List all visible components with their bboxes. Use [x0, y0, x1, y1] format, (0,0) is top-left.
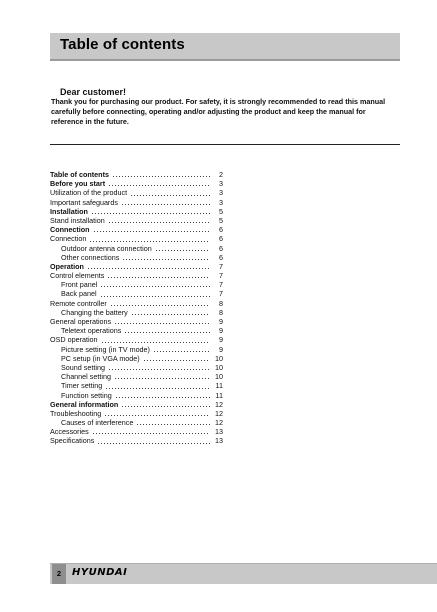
dot-leader	[100, 296, 210, 297]
title-bar	[50, 33, 400, 61]
toc-entry-page: 13	[215, 436, 223, 446]
toc-entry-page: 9	[219, 317, 223, 326]
divider	[50, 144, 400, 145]
toc-entry[interactable]	[50, 418, 223, 427]
toc-entry[interactable]	[50, 354, 223, 363]
dot-leader	[115, 397, 210, 398]
dot-leader	[89, 241, 210, 242]
toc-entry-label: PC setup (in VGA mode)	[61, 353, 140, 363]
toc-entry-page: 9	[219, 326, 223, 336]
dot-leader	[130, 195, 210, 196]
toc-entry[interactable]	[50, 345, 223, 354]
toc-entry-page: 7	[219, 289, 223, 299]
dot-leader	[155, 250, 210, 251]
dot-leader	[92, 433, 210, 434]
toc-entry-page: 13	[215, 427, 223, 437]
toc-entry[interactable]	[50, 188, 223, 197]
page-title: Table of contents	[60, 36, 185, 53]
dot-leader	[131, 314, 210, 315]
toc-entry-label: Connection	[50, 225, 90, 235]
toc-entry-label: Function setting	[61, 390, 112, 400]
toc-entry-label: Operation	[50, 261, 84, 271]
toc-entry-label: Sound setting	[61, 362, 105, 372]
page-number: 2	[52, 564, 66, 584]
toc-entry-label: Connection	[50, 234, 87, 244]
toc-entry-page: 7	[219, 271, 223, 281]
toc-entry-label: Accessories	[50, 427, 89, 437]
dot-leader	[93, 231, 210, 232]
toc-entry-page: 2	[219, 170, 223, 179]
dot-leader	[121, 406, 210, 407]
toc-entry-page: 6	[219, 243, 223, 253]
toc-entry[interactable]	[50, 262, 223, 271]
toc-entry-page: 6	[219, 234, 223, 244]
dot-leader	[143, 360, 210, 361]
toc-entry-label: Specifications	[50, 436, 95, 446]
toc-entry-page: 3	[219, 188, 223, 198]
toc-entry[interactable]	[50, 381, 223, 390]
dot-leader	[108, 369, 210, 370]
toc-entry[interactable]	[50, 198, 223, 207]
toc-entry-page: 9	[219, 344, 223, 354]
toc-entry-page: 5	[219, 215, 223, 225]
toc-entry[interactable]	[50, 363, 223, 372]
toc-entry-label: Control elements	[50, 271, 105, 281]
toc-entry[interactable]	[50, 289, 223, 298]
dot-leader	[136, 424, 210, 425]
toc-entry-page: 8	[219, 307, 223, 317]
toc-entry-label: Important safeguards	[50, 197, 118, 207]
toc-entry-label: Back panel	[61, 289, 97, 299]
toc-entry[interactable]	[50, 335, 223, 344]
dot-leader	[91, 213, 210, 214]
toc-entry[interactable]	[50, 372, 223, 381]
toc-entry-page: 9	[219, 335, 223, 345]
toc-entry[interactable]	[50, 436, 223, 445]
toc-entry[interactable]	[50, 427, 223, 436]
toc-entry-page: 5	[219, 206, 223, 216]
toc-entry[interactable]	[50, 234, 223, 243]
toc-entry[interactable]	[50, 207, 223, 216]
dot-leader	[153, 351, 210, 352]
toc-entry-label: Channel setting	[61, 372, 111, 382]
toc-entry-page: 11	[215, 390, 223, 400]
dot-leader	[108, 222, 210, 223]
toc-entry-label: Utilization of the product	[50, 188, 128, 198]
toc-entry-page: 10	[215, 372, 223, 382]
toc-entry-label: Before you start	[50, 179, 106, 189]
toc-entry[interactable]	[50, 326, 223, 335]
toc-entry[interactable]	[50, 244, 223, 253]
toc-entry[interactable]	[50, 317, 223, 326]
brand-logo: HYUNDAI	[72, 567, 128, 578]
footer-bar	[50, 563, 437, 584]
toc-entry-label: Timer setting	[61, 381, 103, 391]
toc-entry-label: General operations	[50, 317, 112, 326]
toc-entry-page: 6	[219, 252, 223, 262]
toc-entry-label: Remote controller	[50, 298, 107, 308]
toc-entry-label: Other connections	[61, 252, 120, 262]
toc-entry-label: Table of contents	[50, 170, 109, 179]
table-of-contents	[50, 170, 223, 446]
toc-entry-page: 10	[215, 353, 223, 363]
toc-entry[interactable]	[50, 299, 223, 308]
toc-entry[interactable]	[50, 216, 223, 225]
toc-entry[interactable]	[50, 308, 223, 317]
dot-leader	[110, 305, 210, 306]
dot-leader	[108, 185, 210, 186]
toc-entry-page: 11	[215, 381, 223, 391]
dot-leader	[114, 323, 210, 324]
dot-leader	[122, 259, 210, 260]
toc-entry-label: Front panel	[61, 280, 98, 290]
dot-leader	[104, 415, 210, 416]
greeting: Dear customer!	[60, 87, 127, 97]
toc-entry-label: Troubleshooting	[50, 408, 102, 418]
toc-entry[interactable]	[50, 253, 223, 262]
toc-entry[interactable]	[50, 391, 223, 400]
toc-entry[interactable]	[50, 225, 223, 234]
toc-entry-page: 7	[219, 280, 223, 290]
intro-paragraph: Thank you for purchasing our product. For safety, it is strongly recommended to read this manual carefully before connecting, operating and/or adjusting the product and keep the manual for reference in the future.	[51, 97, 386, 126]
toc-entry-label: Outdoor antenna connection	[61, 243, 152, 253]
toc-entry-label: Picture setting (in TV mode)	[61, 344, 150, 354]
toc-entry-page: 6	[219, 225, 223, 235]
toc-entry-page: 7	[219, 261, 223, 271]
dot-leader	[87, 268, 210, 269]
toc-entry-label: OSD operation	[50, 335, 98, 345]
toc-entry-label: General information	[50, 399, 119, 409]
dot-leader	[105, 388, 210, 389]
toc-entry-page: 12	[215, 408, 223, 418]
dot-leader	[100, 286, 210, 287]
dot-leader	[107, 277, 210, 278]
toc-entry[interactable]	[50, 400, 223, 409]
toc-entry-page: 3	[219, 179, 223, 189]
dot-leader	[101, 342, 210, 343]
toc-entry-label: Causes of interference	[61, 418, 134, 428]
toc-entry[interactable]	[50, 179, 223, 188]
toc-entry-page: 12	[215, 418, 223, 428]
dot-leader	[124, 332, 210, 333]
dot-leader	[121, 204, 210, 205]
toc-entry-page: 10	[215, 362, 223, 372]
dot-leader	[112, 176, 210, 177]
toc-entry[interactable]	[50, 409, 223, 418]
toc-entry-label: Installation	[50, 206, 88, 216]
toc-entry-page: 8	[219, 298, 223, 308]
toc-entry-label: Teletext operations	[61, 326, 122, 336]
toc-entry-page: 12	[215, 399, 223, 409]
toc-entry-label: Stand installation	[50, 215, 105, 225]
toc-entry-label: Changing the battery	[61, 307, 128, 317]
toc-entry-page: 3	[219, 197, 223, 207]
toc-entry[interactable]	[50, 280, 223, 289]
toc-entry[interactable]	[50, 271, 223, 280]
dot-leader	[114, 378, 210, 379]
toc-entry[interactable]	[50, 170, 223, 179]
dot-leader	[97, 443, 210, 444]
